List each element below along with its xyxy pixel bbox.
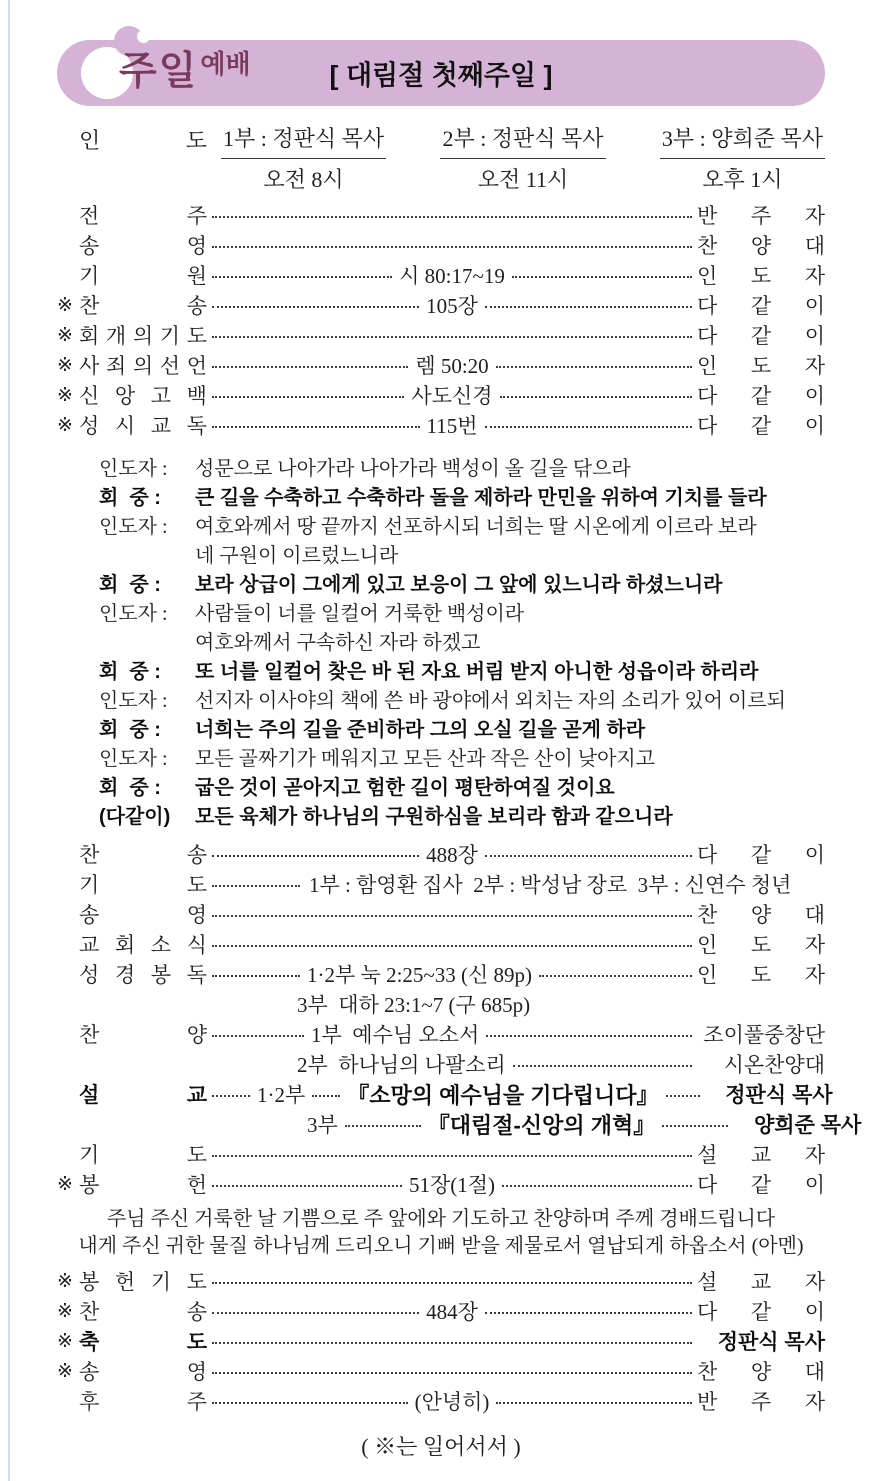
dot-leader	[539, 975, 692, 977]
dot-leader	[485, 1312, 692, 1314]
program-row	[57, 1169, 825, 1199]
program-row	[57, 1326, 825, 1356]
performer-label: 다 같 이	[697, 1300, 825, 1324]
service-2	[440, 122, 605, 194]
program-row	[57, 290, 825, 320]
performer-label: 반 주 자	[697, 204, 825, 228]
dot-leader	[212, 1185, 402, 1187]
standing-mark: ※	[57, 1173, 73, 1195]
program-row	[57, 929, 825, 959]
performer-label: 다 같 이	[697, 324, 825, 348]
service-1-time: 오전 8시	[263, 167, 344, 192]
dot-leader	[212, 1095, 250, 1097]
dot-leader	[212, 336, 692, 338]
program-row	[57, 959, 825, 989]
program-row	[57, 1019, 825, 1049]
reading-line	[99, 742, 825, 771]
program-row	[57, 1386, 825, 1416]
reading-speaker: 인도자 :	[99, 690, 168, 712]
row-text: 『소망의 예수님을 기다립니다』	[347, 1082, 659, 1108]
item-label: 설 교	[79, 1084, 207, 1107]
service-2-leader: 2부 : 정판식 목사	[440, 122, 605, 159]
service-leaders	[57, 122, 825, 194]
standing-mark: ※	[57, 1330, 73, 1352]
program-row	[57, 1079, 833, 1109]
row-text: 시 80:17~19	[399, 264, 505, 288]
item-label: 기 도	[79, 873, 207, 897]
performer-label: 정판식 목사	[717, 1331, 825, 1354]
performer-label: 양희준 목사	[754, 1114, 862, 1137]
standing-mark: ※	[57, 1360, 73, 1382]
dot-leader	[212, 276, 392, 278]
item-label: 봉 헌 기 도	[79, 1270, 207, 1294]
dot-leader	[212, 915, 692, 917]
row-text: 51장(1절)	[408, 1173, 496, 1197]
standing-mark: ※	[57, 354, 73, 376]
dot-leader	[212, 1282, 692, 1284]
offering-prayer-line: 주님 주신 거룩한 날 기쁨으로 주 앞에와 기도하고 찬양하며 주께 경배드립니다	[106, 1208, 776, 1230]
leader-label: 인 도	[79, 128, 207, 153]
reading-speaker: 회 중 :	[99, 661, 161, 683]
standing-mark: ※	[57, 324, 73, 346]
reading-line	[99, 539, 825, 568]
logo-highlight-icon	[137, 30, 150, 43]
program-row	[57, 410, 825, 440]
standing-mark: ※	[57, 294, 73, 316]
program-row	[57, 839, 825, 869]
reading-speaker: 회 중 :	[99, 487, 161, 509]
item-label: 교 회 소 식	[79, 933, 207, 957]
program-row	[57, 320, 825, 350]
row-text: 렘 50:20	[415, 354, 489, 378]
reading-line	[99, 684, 825, 713]
service-3-leader: 3부 : 양희준 목사	[660, 122, 825, 159]
dot-leader	[212, 1342, 692, 1344]
service-2-time: 오전 11시	[477, 167, 569, 192]
reading-line	[99, 655, 825, 684]
program-row	[57, 989, 825, 1019]
dot-leader	[345, 1125, 421, 1127]
item-label: 찬 양	[79, 1023, 207, 1047]
offering-prayer	[57, 1206, 825, 1260]
dot-leader	[212, 396, 404, 398]
reading-line	[99, 452, 825, 481]
reading-speaker: 회 중 :	[99, 777, 161, 799]
performer-label: 인 도 자	[697, 933, 825, 957]
service-1	[221, 122, 386, 194]
dot-leader	[212, 885, 300, 887]
item-label: 회 개 의 기 도	[79, 324, 207, 348]
performer-label: 인 도 자	[697, 963, 825, 987]
left-edge-line	[8, 0, 10, 1481]
item-label: 찬 송	[79, 843, 207, 867]
reading-text: 보라 상급이 그에게 있고 보응이 그 앞에 있느니라 하셨느니라	[195, 574, 723, 596]
reading-text: 여호와께서 구속하신 자라 하겠고	[195, 632, 481, 654]
dot-leader	[212, 855, 419, 857]
program-row	[57, 1296, 825, 1326]
row-text: 1부 예수님 오소서	[311, 1023, 480, 1047]
performer-label: 설 교 자	[697, 1143, 825, 1167]
program-row	[57, 1266, 825, 1296]
item-label: 전 주	[79, 204, 207, 228]
item-label: 찬 송	[79, 1300, 207, 1324]
item-label: 성 경 봉 독	[79, 963, 207, 987]
dot-leader	[212, 426, 420, 428]
reading-line	[99, 713, 825, 742]
performer-label: 찬 양 대	[697, 903, 825, 927]
reading-text: 성문으로 나아가라 나아가라 백성이 올 길을 닦으라	[195, 458, 631, 480]
reading-line	[99, 771, 825, 800]
item-label: 기 도	[79, 1143, 207, 1167]
row-text: 사도신경	[411, 384, 493, 408]
reading-line	[99, 481, 825, 510]
row-text: 1부 : 함영환 집사 2부 : 박성남 장로 3부 : 신연수 청년	[309, 873, 792, 897]
reading-text: 모든 육체가 하나님의 구원하심을 보리라 함과 같으니라	[195, 806, 673, 828]
row-text: 115번	[426, 414, 478, 438]
standing-mark: ※	[57, 384, 73, 406]
program-row	[57, 200, 825, 230]
performer-label: 정판식 목사	[725, 1084, 833, 1107]
reading-text: 선지자 이사야의 책에 쓴 바 광야에서 외치는 자의 소리가 있어 이르되	[195, 690, 786, 712]
performer-label: 다 같 이	[697, 384, 825, 408]
dot-leader	[212, 1035, 304, 1037]
row-text: 3부	[307, 1113, 338, 1137]
performer-label: 인 도 자	[697, 354, 825, 378]
dot-leader	[485, 306, 692, 308]
service-3-time: 오후 1시	[702, 167, 783, 192]
dot-leader	[496, 1402, 692, 1404]
dot-leader	[513, 1065, 692, 1067]
program-section-3	[57, 1266, 825, 1416]
dot-leader	[212, 1155, 692, 1157]
dot-leader	[312, 1095, 340, 1097]
performer-label: 찬 양 대	[697, 1360, 825, 1384]
program-row	[57, 1109, 862, 1139]
dot-leader	[496, 366, 692, 368]
dot-leader	[212, 975, 300, 977]
reading-text: 또 너를 일컬어 찾은 바 된 자요 버림 받지 아니한 성읍이라 하리라	[195, 661, 759, 683]
item-label: 신 앙 고 백	[79, 384, 207, 408]
reading-speaker: (다같이)	[99, 806, 171, 828]
program-row	[57, 899, 825, 929]
performer-label: 인 도 자	[697, 264, 825, 288]
dot-leader	[212, 1372, 692, 1374]
item-label: 기 원	[79, 264, 207, 288]
dot-leader	[485, 426, 693, 428]
standing-mark: ※	[57, 1300, 73, 1322]
program-row	[57, 1139, 825, 1169]
standing-mark: ※	[57, 414, 73, 436]
standing-footnote: ( ※는 일어서서 )	[361, 1434, 521, 1459]
item-label: 송 영	[79, 234, 207, 258]
dot-leader	[500, 396, 692, 398]
dot-leader	[212, 945, 692, 947]
title-main: 주일	[119, 50, 199, 93]
performer-label: 찬 양 대	[697, 234, 825, 258]
row-text: 3부 대하 23:1~7 (구 685p)	[297, 993, 531, 1017]
performer-label: 조이풀중창단	[703, 1023, 825, 1047]
title-sub: 예배	[200, 49, 251, 79]
reading-line	[99, 510, 825, 539]
item-label: 송 영	[79, 903, 207, 927]
row-text: 488장	[426, 843, 478, 867]
performer-label: 다 같 이	[697, 414, 825, 438]
dot-leader	[212, 216, 692, 218]
reading-speaker: 인도자 :	[99, 603, 168, 625]
reading-text: 여호와께서 땅 끝까지 선포하시되 너희는 딸 시온에게 이르라 보라	[195, 516, 757, 538]
reading-speaker: 인도자 :	[99, 748, 168, 770]
item-label: 사 죄 의 선 언	[79, 354, 207, 378]
program-section-2	[57, 839, 862, 1199]
dot-leader	[666, 1095, 700, 1097]
standing-mark: ※	[57, 1270, 73, 1292]
bulletin-title	[119, 50, 251, 94]
offering-prayer-line: 내게 주신 귀한 물질 하나님께 드리오니 기뻐 받을 제물로서 열납되게 하옵소서 (아멘)	[78, 1235, 804, 1257]
performer-label: 다 같 이	[697, 843, 825, 867]
dot-leader	[485, 855, 692, 857]
row-text: 2부 하나님의 나팔소리	[297, 1053, 506, 1077]
reading-speaker: 인도자 :	[99, 458, 168, 480]
program-row	[57, 1356, 825, 1386]
dot-leader	[662, 1125, 728, 1127]
reading-line	[99, 800, 825, 829]
service-list	[221, 122, 825, 194]
dot-leader	[212, 246, 692, 248]
reading-text: 모든 골짜기가 메워지고 모든 산과 작은 산이 낮아지고	[195, 748, 656, 770]
row-text: 1·2부	[257, 1083, 306, 1107]
dot-leader	[212, 1402, 408, 1404]
dot-leader	[212, 1312, 419, 1314]
program-section-1	[57, 200, 825, 440]
row-text: 1·2부 눅 2:25~33 (신 89p)	[307, 963, 533, 987]
service-1-leader: 1부 : 정판식 목사	[221, 122, 386, 159]
reading-text: 굽은 것이 곧아지고 험한 길이 평탄하여질 것이요	[195, 777, 615, 799]
dot-leader	[502, 1185, 692, 1187]
reading-line	[99, 597, 825, 626]
item-label: 축 도	[79, 1331, 207, 1354]
performer-label: 다 같 이	[697, 1173, 825, 1197]
responsive-reading	[57, 452, 825, 829]
reading-text: 네 구원이 이르렀느니라	[195, 545, 399, 567]
reading-text: 큰 길을 수축하고 수축하라 돌을 제하라 만민을 위하여 기치를 들라	[195, 487, 767, 509]
program-row	[57, 380, 825, 410]
season-subtitle: [ 대림절 첫째주일 ]	[329, 60, 553, 91]
program-row	[57, 260, 825, 290]
row-text: 105장	[426, 294, 478, 318]
service-3	[660, 122, 825, 194]
dot-leader	[512, 276, 692, 278]
row-text: (안녕히)	[414, 1390, 490, 1414]
row-text: 484장	[426, 1300, 478, 1324]
item-label: 성 시 교 독	[79, 414, 207, 438]
program-row	[57, 1049, 825, 1079]
dot-leader	[486, 1035, 692, 1037]
program-row	[57, 350, 825, 380]
reading-line	[99, 626, 825, 655]
reading-speaker: 회 중 :	[99, 574, 161, 596]
reading-text: 너희는 주의 길을 준비하라 그의 오실 길을 곧게 하라	[195, 719, 646, 741]
dot-leader	[212, 366, 408, 368]
row-text: 『대림절-신앙의 개혁』	[427, 1112, 656, 1138]
worship-banner	[57, 40, 825, 106]
performer-label: 시온찬양대	[723, 1053, 825, 1077]
reading-speaker: 회 중 :	[99, 719, 161, 741]
program-row	[57, 230, 825, 260]
item-label: 후 주	[79, 1390, 207, 1414]
reading-line	[99, 568, 825, 597]
reading-text: 사람들이 너를 일컬어 거룩한 백성이라	[195, 603, 525, 625]
item-label: 송 영	[79, 1360, 207, 1384]
dot-leader	[212, 306, 419, 308]
item-label: 봉 헌	[79, 1173, 207, 1197]
program-row	[57, 869, 825, 899]
performer-label: 반 주 자	[697, 1390, 825, 1414]
performer-label: 설 교 자	[697, 1270, 825, 1294]
item-label: 찬 송	[79, 294, 207, 318]
performer-label: 다 같 이	[697, 294, 825, 318]
reading-speaker: 인도자 :	[99, 516, 168, 538]
